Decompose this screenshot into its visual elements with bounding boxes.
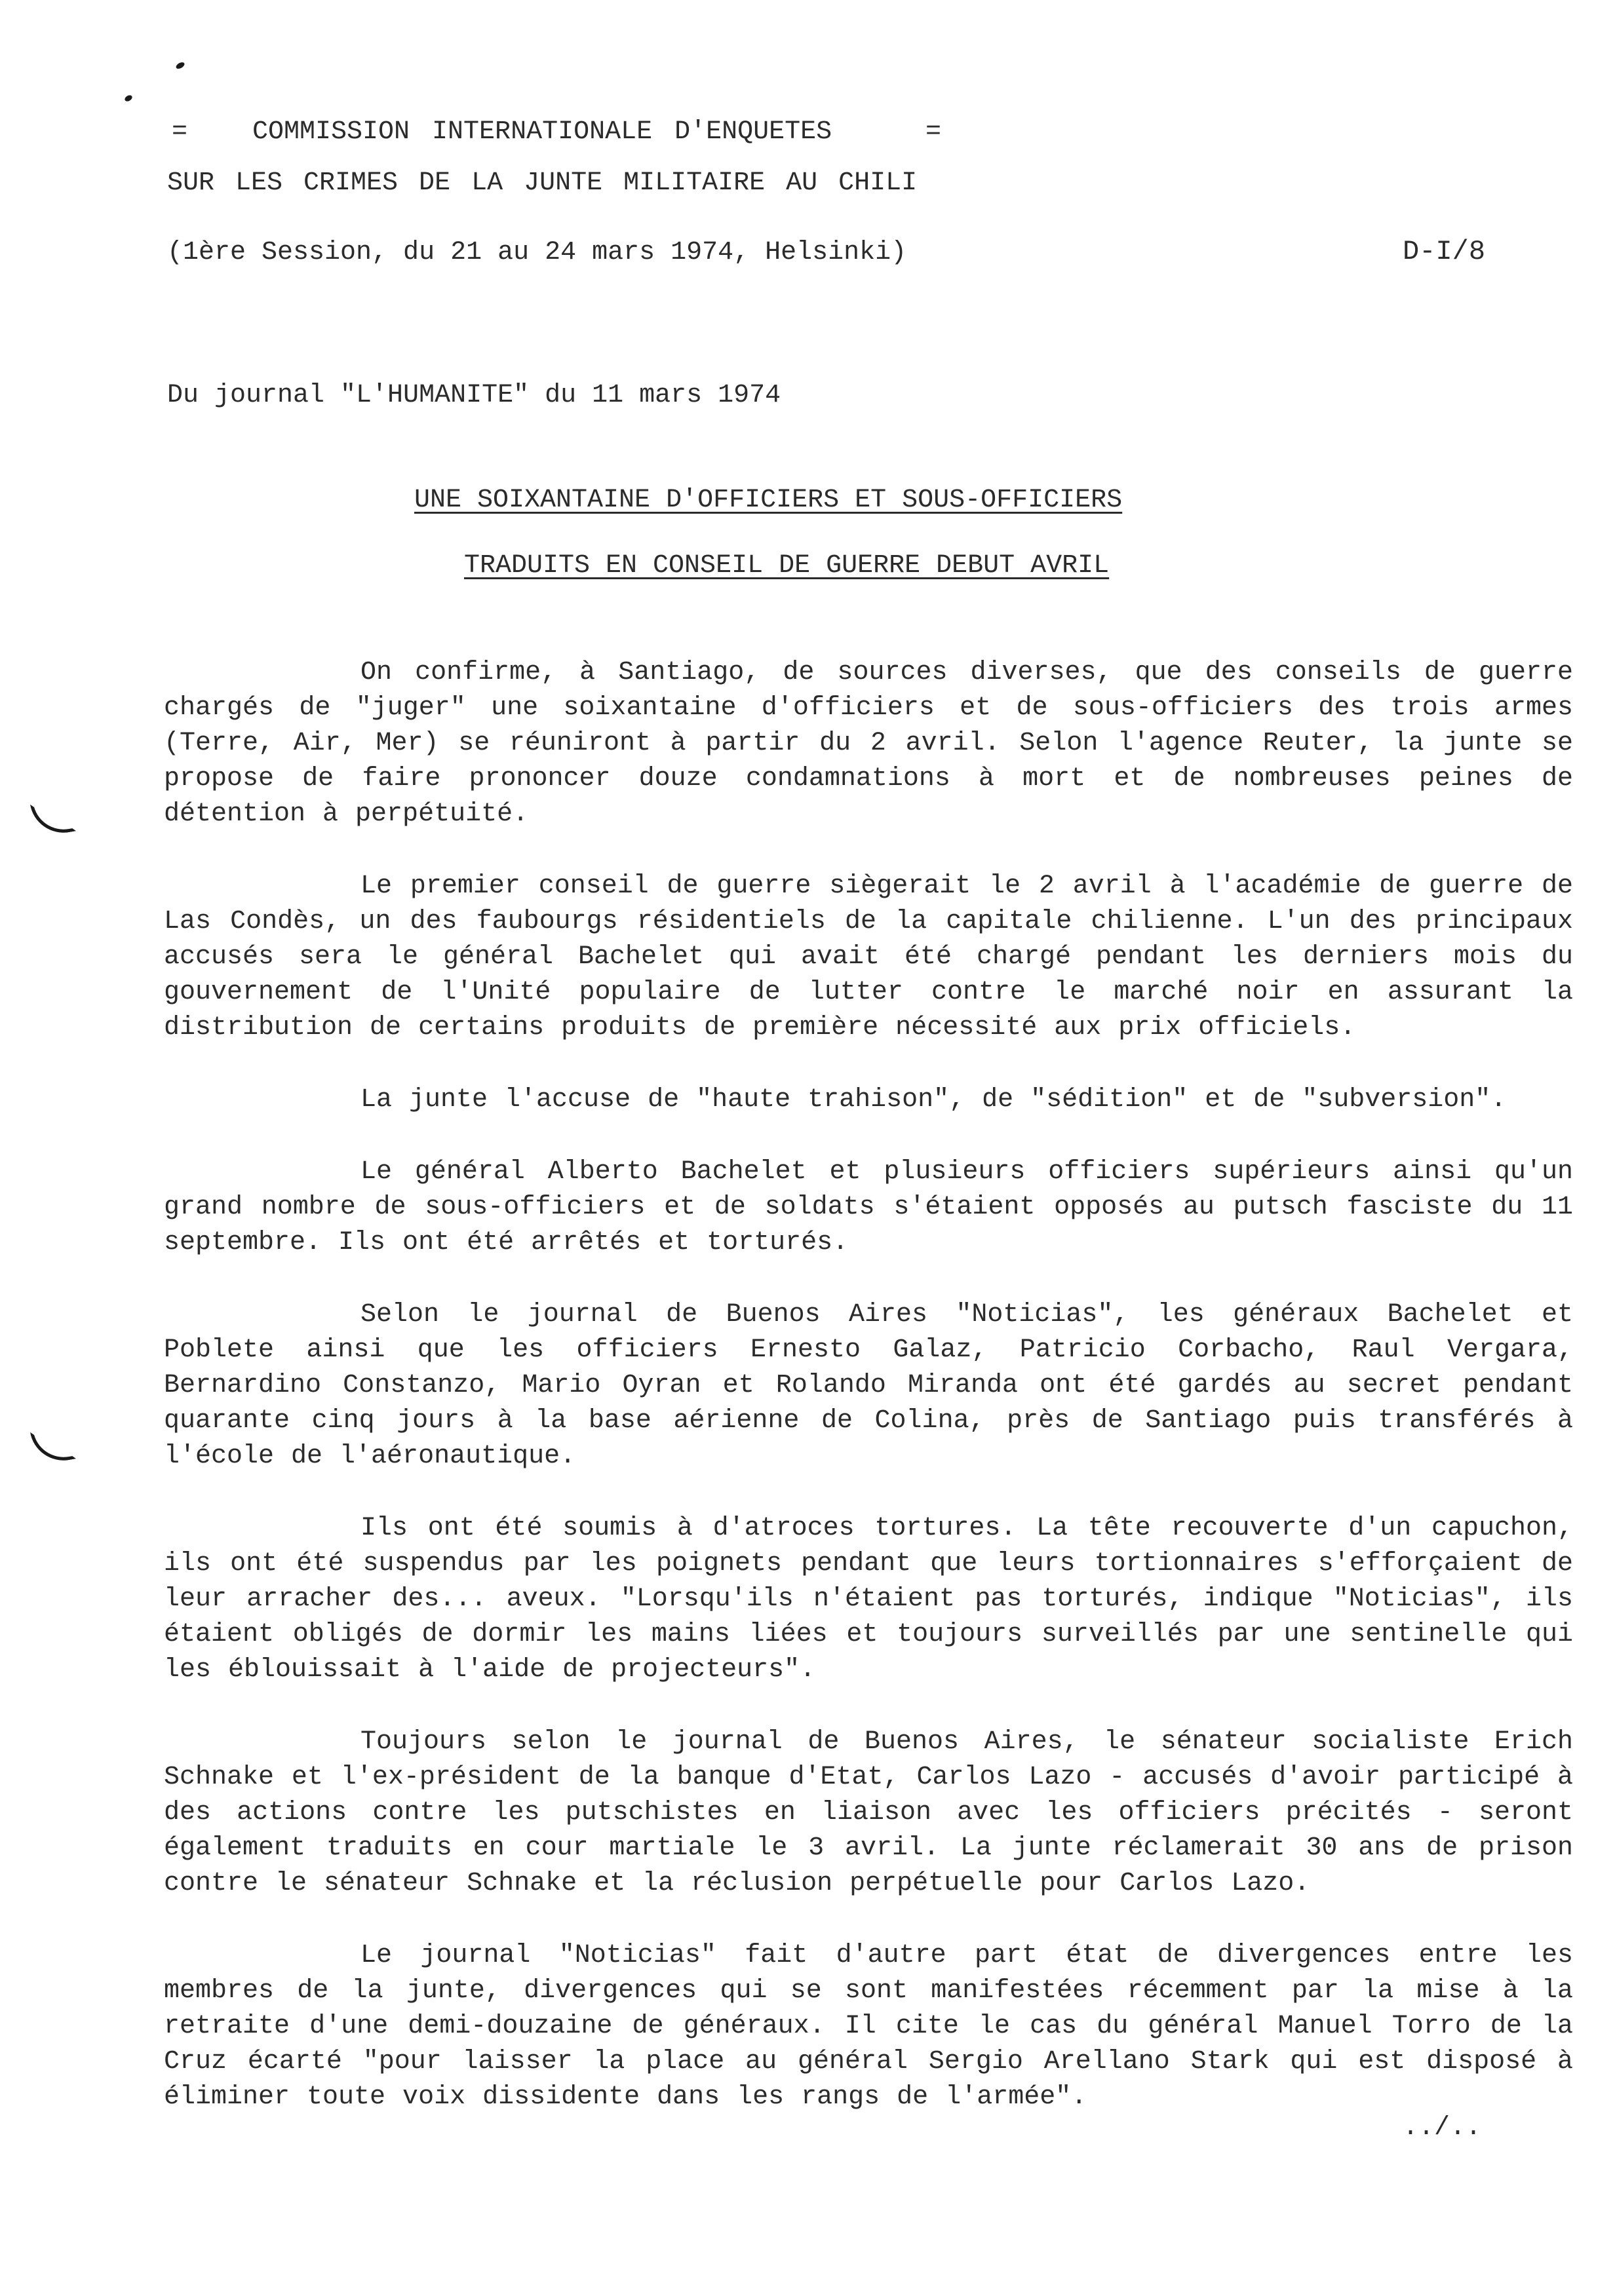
punch-hole-mark (30, 1425, 76, 1466)
document-reference: D-I/8 (1403, 236, 1486, 267)
paragraph: Le journal "Noticias" fait d'autre part état de divergences entre les membres de la junte, divergences qui se sont manifestées récemment par la mise à la retraite d'une demi-douzaine de généraux. Il cite le cas du général Manuel Torro de la Cruz écarté "pour laisser la place au général Sergio Arellano Stark qui est disposé à éliminer toute voix dissidente dans les rangs de l'armée". (164, 1941, 1573, 2112)
header-equals-right: = (925, 117, 942, 147)
headline-line-1: UNE SOIXANTAINE D'OFFICIERS ET SOUS-OFFICIERS (414, 486, 1123, 515)
paragraph: Toujours selon le journal de Buenos Aires, le sénateur socialiste Erich Schnake et l'ex-président de la banque d'Etat, Carlos Lazo - accusés d'avoir participé à des actions contre les putschistes en liaison avec les officiers précités - seront également traduits en cour martiale le 3 avril. La junte réclamerait 30 ans de prison contre le sénateur Schnake et la réclusion perpétuelle pour Carlos Lazo. (164, 1727, 1573, 1898)
paragraph: Ils ont été soumis à d'atroces tortures. La tête recouverte d'un capuchon, ils ont été suspendus par les poignets pendant que leurs tortionnaires s'efforçaient de leur arracher des... aveux. "Lorsqu'ils n'étaient pas torturés, indique "Noticias", ils étaient obligés de dormir les mains liées et toujours surveillés par une sentinelle qui les éblouissait à l'aide de projecteurs". (164, 1514, 1573, 1685)
paragraph: La junte l'accuse de "haute trahison", de "sédition" et de "subversion". (360, 1085, 1507, 1115)
article-body (164, 655, 1573, 2152)
source-line: Du journal "L'HUMANITE" du 11 mars 1974 (167, 381, 781, 410)
commission-subtitle: SUR LES CRIMES DE LA JUNTE MILITAIRE AU CHILI (167, 168, 918, 198)
paragraph: Selon le journal de Buenos Aires "Noticias", les généraux Bachelet et Poblete ainsi que les officiers Ernesto Galaz, Patricio Corbacho, Raul Vergara, Bernardino Constanzo, Mario Oyran et Rolando Miranda ont été gardés au secret pendant quarante cinq jours à la base aérienne de Colina, près de Santiago puis transférés à l'école de l'aéronautique. (164, 1300, 1573, 1471)
punch-hole-mark (30, 797, 76, 838)
ink-speck (175, 61, 185, 70)
headline-line-2: TRADUITS EN CONSEIL DE GUERRE DEBUT AVRIL (464, 551, 1110, 581)
commission-title: COMMISSION INTERNATIONALE D'ENQUETES (252, 117, 832, 147)
paragraph: Le premier conseil de guerre siègerait le 2 avril à l'académie de guerre de Las Condès, un des faubourgs résidentiels de la capitale chilienne. L'un des principaux accusés sera le général Bachelet qui avait été chargé pendant les derniers mois du gouvernement de l'Unité populaire de lutter contre le marché noir en assurant la distribution de certains produits de première nécessité aux prix officiels. (164, 871, 1573, 1043)
paragraph: On confirme, à Santiago, de sources diverses, que des conseils de guerre chargés de "juger" une soixantaine d'officiers et de sous-officiers des trois armes (Terre, Air, Mer) se réuniront à partir du 2 avril. Selon l'agence Reuter, la junte se propose de faire prononcer douze condamnations à mort et de nombreuses peines de détention à perpétuité. (164, 658, 1573, 829)
header-equals-left: = (172, 117, 188, 147)
page-continuation: ../.. (1403, 2113, 1482, 2143)
session-line: (1ère Session, du 21 au 24 mars 1974, Helsinki) (167, 238, 907, 267)
ink-speck (124, 94, 133, 103)
paragraph: Le général Alberto Bachelet et plusieurs officiers supérieurs ainsi qu'un grand nombre de sous-officiers et de soldats s'étaient opposés au putsch fasciste du 11 septembre. Ils ont été arrêtés et torturés. (164, 1157, 1573, 1257)
